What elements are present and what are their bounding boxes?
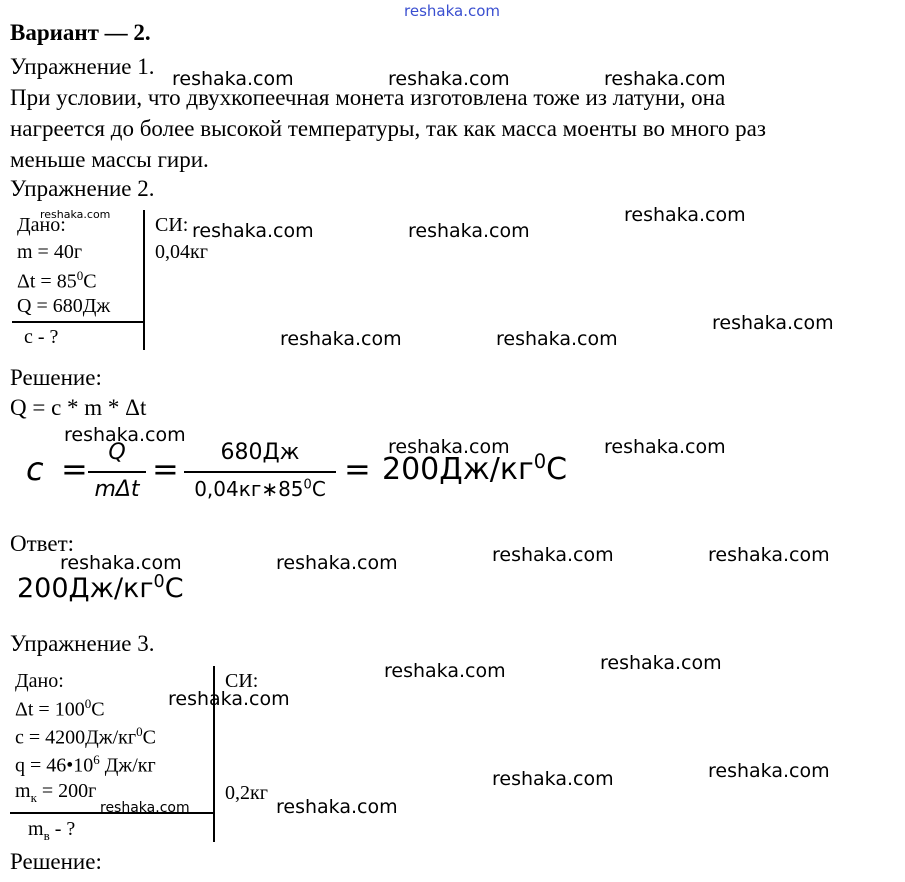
watermark: reshaka.com — [496, 328, 618, 350]
watermark: reshaka.com — [600, 652, 722, 674]
watermark: reshaka.com — [712, 312, 834, 334]
watermark: reshaka.com — [708, 760, 830, 782]
watermark: reshaka.com — [624, 204, 746, 226]
eq-result: $200Дж/кг^0C$ — [382, 450, 568, 487]
eq-den-1: mΔt — [94, 477, 140, 502]
variant-title: Вариант — 2. — [10, 20, 151, 45]
watermark: reshaka.com — [388, 436, 510, 458]
watermark: reshaka.com — [276, 552, 398, 574]
watermark-small: reshaka.com — [100, 800, 190, 816]
watermark: reshaka.com — [708, 544, 830, 566]
ex3-given-dt: $\Delta t = 100^0C$ — [15, 696, 105, 721]
watermark: reshaka.com — [492, 768, 614, 790]
ex3-find: $m_в$ - ? — [28, 818, 76, 843]
ex2-si-m: 0,04кг — [155, 241, 208, 263]
eq-c: c — [26, 450, 44, 488]
eq-equals-1: = — [61, 450, 88, 488]
eq-equals-2: = — [152, 450, 179, 488]
top-watermark: reshaka.com — [404, 2, 500, 20]
watermark: reshaka.com — [604, 68, 726, 90]
watermark: reshaka.com — [64, 424, 186, 446]
eq-num-1: Q — [108, 440, 126, 465]
watermark: reshaka.com — [388, 68, 510, 90]
ex3-si-mk: 0,2кг — [225, 782, 268, 804]
ex2-formula: Q = c * m * Δt — [10, 395, 147, 420]
ex2-title: Упражнение 2. — [10, 176, 155, 201]
ex3-given-q: $q = 46•10^6$ Дж/кг — [15, 752, 156, 777]
ex1-line-2: нагреется до более высокой температуры, так как масса моенты во много раз — [10, 116, 766, 141]
ex3-si-label: СИ: — [225, 670, 259, 692]
watermark: reshaka.com — [384, 660, 506, 682]
ex2-given-label: Дано: — [17, 214, 66, 236]
ex3-given-mk: $m_к = 200г$ — [15, 780, 97, 805]
ex2-find: c - ? — [24, 326, 59, 348]
ex2-answer: $200Дж/кг^0C$ — [17, 572, 184, 604]
ex2-solution-label: Решение: — [10, 365, 102, 390]
ex2-answer-label: Ответ: — [10, 531, 75, 556]
eq-num-2: 680Дж — [220, 440, 300, 465]
watermark-small: reshaka.com — [40, 208, 111, 221]
ex2-si-label: СИ: — [155, 214, 189, 236]
ex2-given-dt: $\Delta t = 85^0C$ — [17, 268, 97, 293]
ex2-given-q: Q = 680Дж — [17, 295, 111, 317]
ex1-line-3: меньше массы гири. — [10, 147, 209, 172]
ex2-table-vline — [143, 210, 145, 350]
ex1-line-1: При условии, что двухкопеечная монета изготовлена тоже из латуни, она — [10, 85, 726, 110]
ex3-given-label: Дано: — [15, 670, 64, 692]
ex2-given-m: m = 40г — [17, 241, 83, 263]
watermark: reshaka.com — [60, 552, 182, 574]
ex1-title: Упражнение 1. — [10, 54, 155, 79]
ex2-table-hline — [12, 321, 145, 323]
eq-bar-1 — [88, 471, 146, 473]
watermark: reshaka.com — [172, 68, 294, 90]
watermark: reshaka.com — [492, 544, 614, 566]
watermark: reshaka.com — [192, 220, 314, 242]
ex3-title: Упражнение 3. — [10, 631, 155, 656]
eq-bar-2 — [184, 471, 336, 473]
watermark: reshaka.com — [168, 688, 290, 710]
watermark: reshaka.com — [280, 328, 402, 350]
watermark: reshaka.com — [276, 796, 398, 818]
ex3-solution-label: Решение: — [10, 849, 102, 874]
watermark: reshaka.com — [604, 436, 726, 458]
eq-den-2: $0,04кг∗85^0C$ — [194, 477, 326, 501]
eq-equals-3: = — [344, 450, 371, 488]
ex3-given-c: $c = 4200Дж/кг^0C$ — [15, 724, 156, 749]
watermark: reshaka.com — [408, 220, 530, 242]
